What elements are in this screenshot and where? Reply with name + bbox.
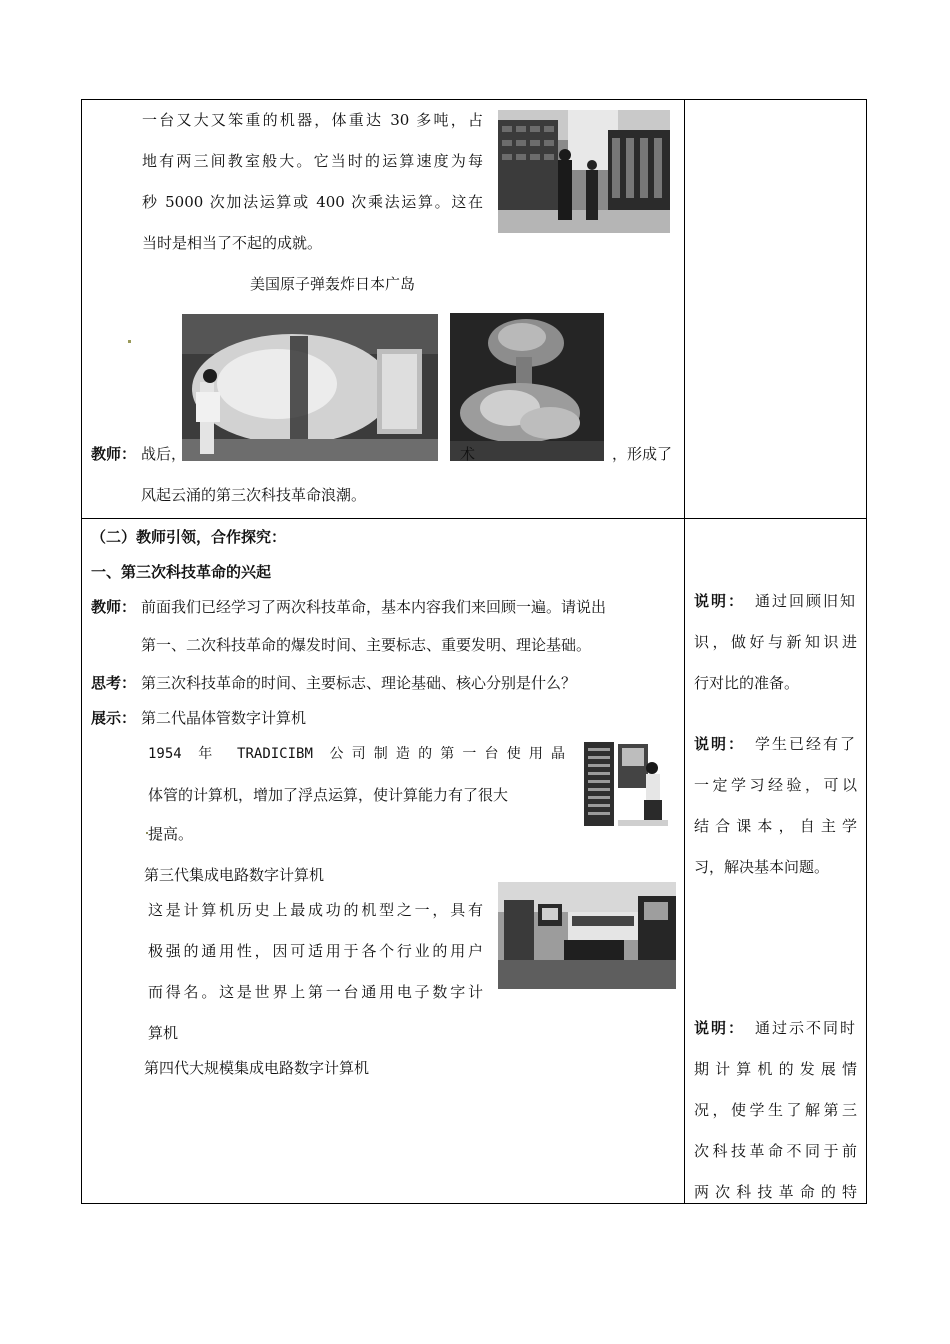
gen2-line-3: 提高。 — [148, 825, 194, 843]
note-2-label: 说明： — [694, 735, 746, 753]
note-3-line-1 — [694, 1018, 857, 1038]
teacher-text-visible: 术 — [460, 445, 476, 463]
show-label: 展示： — [91, 709, 137, 727]
teacher-text-start: 战后， — [141, 445, 187, 463]
table-row-divider — [81, 518, 867, 519]
note-1-line-2: 识，做好与新知识进 — [694, 633, 857, 651]
gen3-line-2: 极强的通用性，因可适用于各个行业的用户 — [148, 942, 483, 960]
transistor-computer-photo — [578, 738, 670, 831]
note-3-line-5: 两次科技革命的特 — [694, 1183, 857, 1201]
atomic-bomb-photo — [182, 314, 438, 461]
table-left-border — [81, 99, 82, 1204]
teacher-label-1: 教师： — [91, 445, 137, 463]
table-column-divider — [684, 99, 685, 1204]
hiroshima-caption: 美国原子弹轰炸日本广岛 — [250, 275, 416, 293]
note-2-line-3: 结合课本，自主学 — [694, 817, 857, 835]
note-2-line-4: 习，解决基本问题。 — [694, 858, 830, 876]
subheading: 一、第三次科技革命的兴起 — [91, 563, 272, 581]
integrated-circuit-computer-photo — [498, 882, 676, 989]
table-top-border — [81, 99, 867, 100]
gen3-line-3: 而得名。这是世界上第一台通用电子数字计 — [148, 983, 483, 1001]
gen4-title: 第四代大规模集成电路数字计算机 — [144, 1059, 370, 1077]
note-3-text-1: 通过示不同时 — [754, 1019, 857, 1037]
note-3-line-2: 期计算机的发展情 — [694, 1060, 857, 1078]
eniac-line-3: 秒 5000 次加法运算或 400 次乘法运算。这在 — [142, 193, 483, 211]
eniac-line-1: 一台又大又笨重的机器，体重达 30 多吨，占 — [142, 111, 483, 129]
note-3-label: 说明： — [694, 1019, 746, 1037]
mushroom-cloud-photo — [450, 313, 604, 461]
think-label: 思考： — [91, 674, 137, 692]
teacher-review-line-2: 第一、二次科技革命的爆发时间、主要标志、重要发明、理论基础。 — [141, 636, 592, 654]
think-text: 第三次科技革命的时间、主要标志、理论基础、核心分别是什么？ — [141, 674, 577, 692]
note-2-line-2: 一定学习经验，可以 — [694, 776, 857, 794]
note-3-line-3: 况，使学生了解第三 — [694, 1101, 857, 1119]
eniac-line-2: 地有两三间教室般大。它当时的运算速度为每 — [142, 152, 483, 170]
eniac-computer-photo — [498, 110, 670, 233]
gen3-line-1: 这是计算机历史上最成功的机型之一，具有 — [148, 901, 483, 919]
note-1-line-1 — [694, 591, 857, 611]
eniac-line-4: 当时是相当了不起的成就。 — [142, 234, 323, 252]
note-1-label: 说明： — [694, 592, 746, 610]
note-1-line-3: 行对比的准备。 — [694, 674, 800, 692]
table-bottom-border — [81, 1203, 867, 1204]
gen2-line-2: 体管的计算机，增加了浮点运算，使计算能力有了很大 — [148, 786, 509, 804]
show-text: 第二代晶体管数字计算机 — [141, 709, 307, 727]
gen3-line-4: 算机 — [148, 1024, 179, 1042]
teacher-text-end: ，形成了 — [612, 445, 673, 463]
gen3-title: 第三代集成电路数字计算机 — [144, 866, 325, 884]
teacher-review-line-1: 前面我们已经学习了两次科技革命，基本内容我们来回顾一遍。请说出 — [141, 598, 607, 616]
table-right-border — [866, 99, 867, 1204]
section-heading: （二）教师引领，合作探究： — [91, 528, 287, 546]
teacher-label-2: 教师： — [91, 598, 137, 616]
dot-mark-2 — [146, 832, 148, 834]
gen2-line-1: 1954 年 TRADICIBM 公司制造的第一台使用晶 — [148, 746, 565, 762]
note-3-line-4: 次科技革命不同于前 — [694, 1142, 857, 1160]
teacher-line-2: 风起云涌的第三次科技革命浪潮。 — [141, 486, 367, 504]
dot-mark — [128, 340, 131, 343]
note-2-line-1 — [694, 734, 857, 754]
note-1-text-1: 通过回顾旧知 — [754, 592, 857, 610]
note-2-text-1: 学生已经有了 — [754, 735, 857, 753]
